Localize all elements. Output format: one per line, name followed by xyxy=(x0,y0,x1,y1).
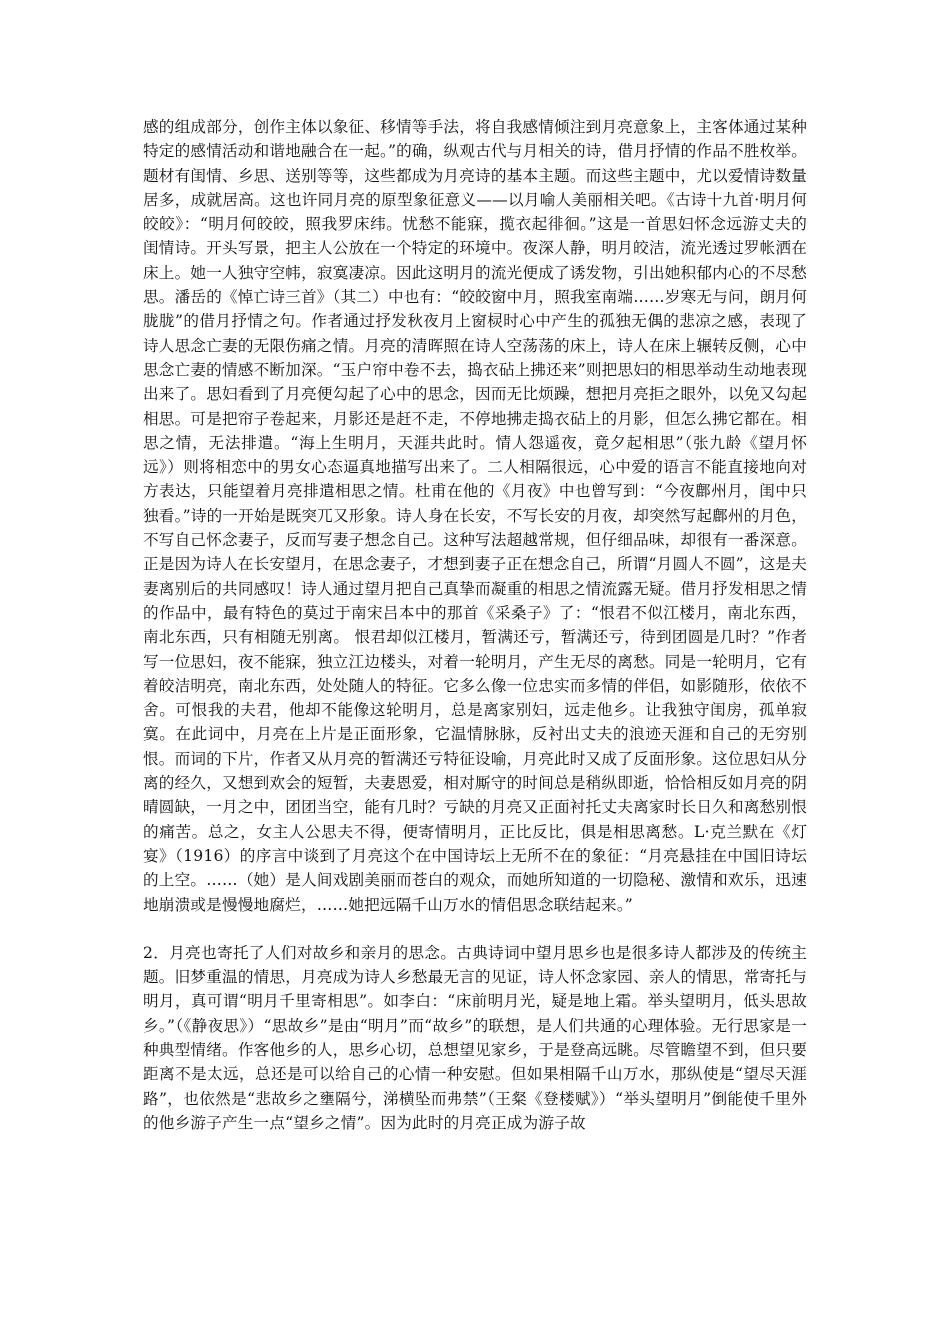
body-paragraph-1: 感的组成部分，创作主体以象征、移情等手法，将自我感情倾注到月亮意象上，主客体通过某种特定的感情活动和谐地融合在一起。”的确，纵观古代与月相关的诗，借月抒情的作品不胜枚举。题材有闺情、乡思、送别等等，这些都成为月亮诗的基本主题。而这些主题中，尤以爱情诗数量居多，成就居高。这也许同月亮的原型象征意义——以月喻人美丽相关吧。《古诗十九首·明月何皎皎》：“明月何皎皎，照我罗床纬。忧愁不能寐，揽衣起徘徊。”这是一首思妇怀念远游丈夫的闺情诗。开头写景，把主人公放在一个特定的环境中。夜深人静，明月皎洁，流光透过罗帐洒在床上。她一人独守空帏，寂寞凄凉。因此这明月的流光便成了诱发物，引出她积郁内心的不尽愁思。潘岳的《悼亡诗三首》（其二）中也有：“皎皎窗中月，照我室南端……岁寒无与问，朗月何胧胧”的借月抒情之句。作者通过抒发秋夜月上窗棂时心中产生的孤独无偶的悲凉之感，表现了诗人思念亡妻的无限伤痛之情。月亮的清晖照在诗人空荡荡的床上，诗人在床上辗转反侧，心中思念亡妻的情感不断加深。“玉户帘中卷不去，捣衣砧上拂还来”则把思妇的相思举动生动地表现出来了。思妇看到了月亮便勾起了心中的思念，因而无比烦躁，想把月亮拒之眼外，以免又勾起相思。可是把帘子卷起来，月影还是赶不走，不停地拂走捣衣砧上的月影，但怎么拂它都在。相思之情，无法排遣。“海上生明月，天涯共此时。情人怨遥夜，竟夕起相思”（张九龄《望月怀远》）则将相恋中的男女心态逼真地描写出来了。二人相隔很远，心中爱的语言不能直接地向对方表达，只能望着月亮排遣相思之情。杜甫在他的《月夜》中也曾写到：“今夜鄜州月，闺中只独看。”诗的一开始是既突兀又形象。诗人身在长安，不写长安的月夜，却突然写起鄜州的月色，不写自己怀念妻子，反而写妻子想念自己。这种写法超越常规，但仔细品味，却很有一番深意。正是因为诗人在长安望月，在思念妻子，才想到妻子正在想念自己，所谓“月圆人不圆”，这是夫妻离别后的共同感叹！诗人通过望月把自己真挚而凝重的相思之情流露无疑。借月抒发相思之情的作品中，最有特色的莫过于南宋吕本中的那首《采桑子》了：“恨君不似江楼月，南北东西，南北东西，只有相随无别离。 恨君却似江楼月，暂满还亏，暂满还亏，待到团圆是几时？”作者写一位思妇，夜不能寐，独立江边楼头，对着一轮明月，产生无尽的离愁。同是一轮明月，它有着皎洁明亮，南北东西，处处随人的特征。它多么像一位忠实而多情的伴侣，如影随形，依依不舍。可恨我的夫君，他却不能像这轮明月，总是离家别妇，远走他乡。让我独守闺房，孤单寂寞。在此词中，月亮在上片是正面形象，它温情脉脉，反衬出丈夫的浪迹天涯和自己的无穷别恨。而词的下片，作者又从月亮的暂满还亏特征设喻，月亮此时又成了反面形象。这位思妇从分离的经久，又想到欢会的短暂，夫妻恩爱，相对厮守的时间总是稍纵即逝，恰恰相反如月亮的阴晴圆缺，一月之中，团团当空，能有几时？亏缺的月亮又正面衬托丈夫离家时长日久和离愁别恨的痛苦。总之，女主人公思夫不得，便寄情明月，正比反比，俱是相思离愁。L·克兰默在《灯宴》（1916）的序言中谈到了月亮这个在中国诗坛上无所不在的象征：“月亮悬挂在中国旧诗坛的上空。……（她）是人间戏剧美丽而苍白的观众，而她所知道的一切隐秘、激情和欢乐，迅速地崩溃或是慢慢地腐烂，……她把远隔千山万水的情侣思念联结起来。” xyxy=(143,118,807,914)
paragraph-gap xyxy=(143,917,807,941)
document-page xyxy=(143,115,807,1135)
body-paragraph-2: 2．月亮也寄托了人们对故乡和亲月的思念。古典诗词中望月思乡也是很多诗人都涉及的传统主题。旧梦重温的情思，月亮成为诗人乡愁最无言的见证，诗人怀念家园、亲人的情思，常寄托与明月，真可谓“明月千里寄相思”。如李白：“床前明月光，疑是地上霜。举头望明月，低头思故乡。”（《静夜思》）“思故乡”是由“明月”而“故乡”的联想，是人们共通的心理体验。无行思家是一种典型情绪。作客他乡的人，思乡心切，总想望见家乡，于是登高远眺。尽管瞻望不到，但只要距离不是太远，总还是可以给自己的心情一种安慰。但如果相隔千山万水，那纵使是“望尽天涯路”，也依然是“悲故乡之壅隔兮，涕横坠而弗禁”（王粲《登楼赋》）“举头望明月”倒能使千里外的他乡游子产生一点“望乡之情”。因为此时的月亮正成为游子故 xyxy=(143,943,807,1132)
